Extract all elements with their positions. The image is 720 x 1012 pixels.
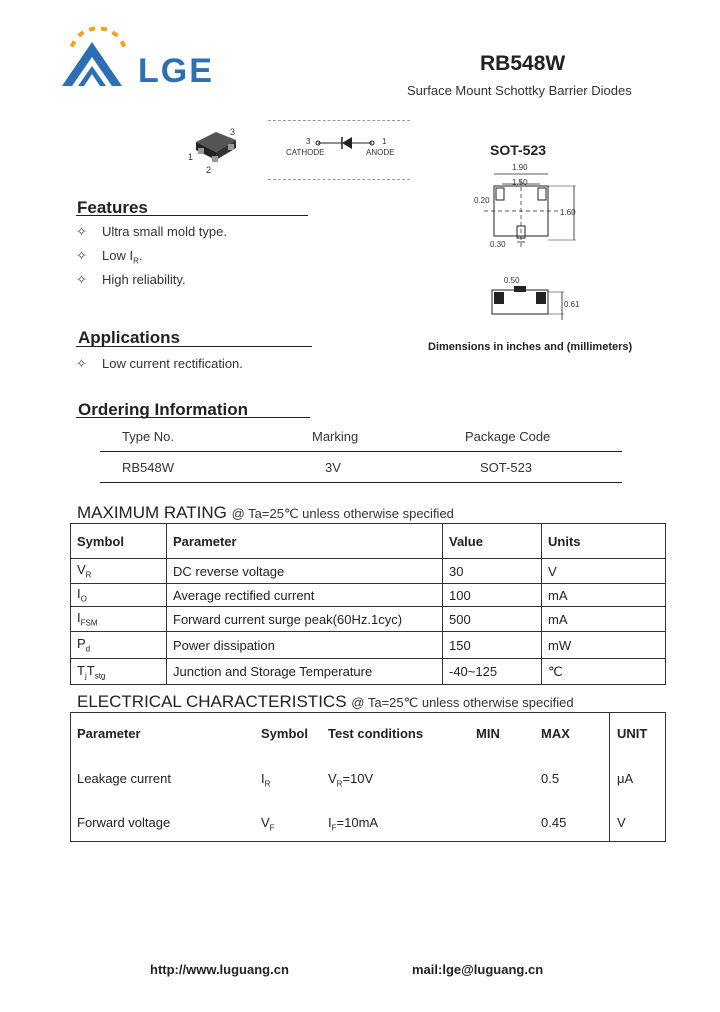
package-image [186,124,246,174]
features-rule [76,215,308,216]
ordering-package-value: SOT-523 [480,460,533,475]
dim-0-30: 0.30 [490,240,506,249]
table-row: $T_jT_{stg}$ Junction and Storage Temperature -40~125 ℃ [71,659,666,685]
anode-label: ANODE [366,148,395,157]
pin3-label: 3 [230,127,236,137]
package-outline-icon [474,160,584,340]
dim-0-61: 0.61 [564,300,580,309]
footer-mail-link[interactable]: mail:lge@luguang.cn [412,962,544,977]
bullet-icon: ✧ [76,272,87,287]
max-rating-table [70,523,666,685]
feature-item: ✧ Ultra small mold type. [76,224,227,239]
feature-item: ✧ High reliability. [76,272,186,287]
ordering-rule [76,417,310,418]
ordering-table-bottom-rule [100,482,622,483]
table-header-row: Symbol Parameter Value Units [71,524,666,559]
max-rating-title: MAXIMUM RATING @ Ta=25℃ unless otherwise specified [77,503,454,522]
ordering-type-value: RB548W [122,460,175,475]
dim-0-20: 0.20 [474,196,490,205]
application-item: ✧ Low current rectification. [76,356,243,371]
pin2-label: 2 [206,165,212,175]
ordering-header-package: Package Code [465,429,551,444]
table-row: $I_O$ Average rectified current 100 mA [71,584,666,607]
table-row: $I_{FSM}$ Forward current surge peak(60Hz.1cyc) 500 mA [71,607,666,632]
electrical-col-divider [609,713,610,841]
logo-icon [58,24,134,90]
ordering-header-type: Type No. [122,429,175,444]
pin1-label: 1 [188,152,194,162]
electrical-condition: @ Ta=25℃ unless otherwise specified [351,695,574,710]
brand-name: LGE [138,52,214,90]
bullet-icon: ✧ [76,224,87,239]
dim-1-90: 1.90 [512,163,528,172]
sot523-package-icon [186,124,246,174]
table-row: $V_R$ DC reverse voltage 30 V [71,559,666,584]
footer-website-link[interactable]: http://www.luguang.cn [150,962,289,977]
dimension-note: Dimensions in inches and (millimeters) [428,341,633,353]
ordering-title: Ordering Information [78,400,248,419]
table-row: $P_d$ Power dissipation 150 mW [71,632,666,659]
electrical-table: Parameter Symbol Test conditions MIN MAX UNIT Leakage current $I_R$ $V_R=10V$ 0.5 μA Forward voltage $V_F$ $I_F=10mA$ 0.45 V [70,712,666,842]
applications-rule [76,346,312,347]
ordering-header-marking: Marking [312,429,359,444]
page-subtitle: Surface Mount Schottky Barrier Diodes [407,83,632,98]
features-title: Features [77,198,148,217]
cathode-label: CATHODE [286,148,325,157]
part-number: RB548W [480,52,566,75]
logo [58,24,134,90]
package-title: SOT-523 [490,142,547,158]
applications-title: Applications [78,328,181,347]
cathode-number: 3 [306,137,311,146]
anode-number: 1 [382,137,387,146]
dim-0-50: 0.50 [504,276,520,285]
ordering-marking-value: 3V [325,460,341,475]
feature-item: ✧ Low $I_R$. [76,248,143,266]
electrical-title: ELECTRICAL CHARACTERISTICS @ Ta=25℃ unless otherwise specified [77,692,574,711]
diode-symbol-box [268,120,410,180]
max-rating-condition: @ Ta=25℃ unless otherwise specified [231,506,454,521]
dim-1-60: 1.60 [560,208,576,217]
package-outline-drawing [474,160,584,340]
bullet-icon: ✧ [76,356,87,371]
dim-1-50: 1.50 [512,178,528,187]
bullet-icon: ✧ [76,248,87,263]
ordering-table-rule [100,451,622,452]
